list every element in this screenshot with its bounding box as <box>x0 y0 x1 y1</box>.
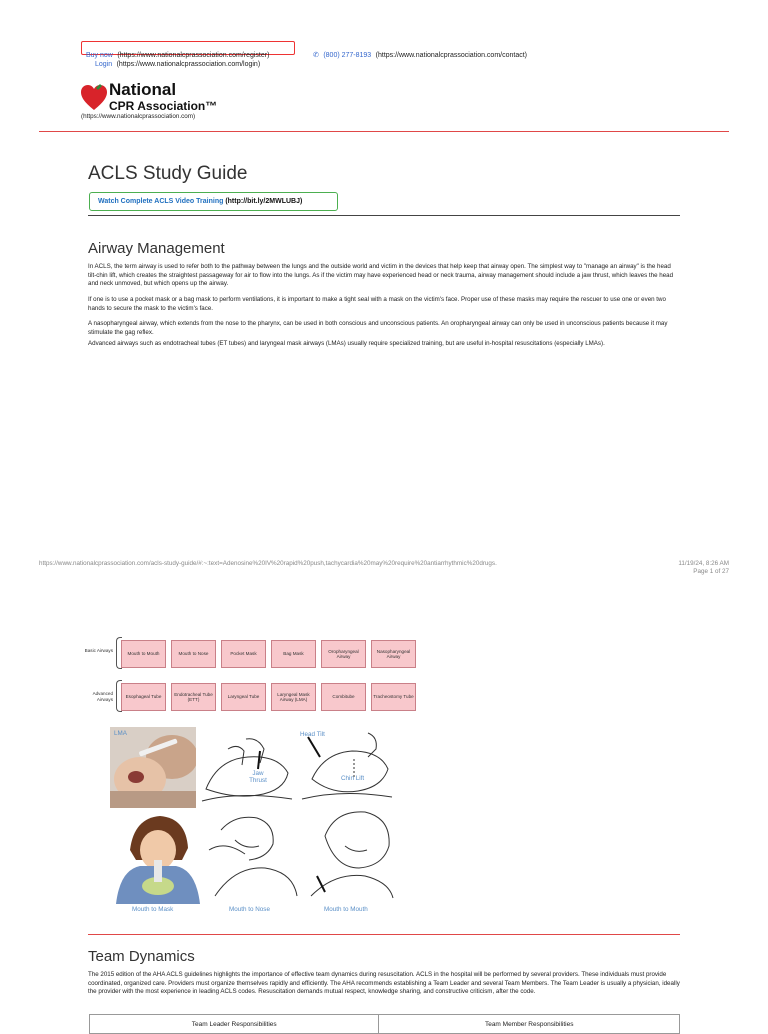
login-url: (https://www.nationalcprassociation.com/login) <box>116 61 261 68</box>
mouth-to-mask-illustration <box>110 810 204 904</box>
airway-box: Pocket Mask <box>221 640 266 668</box>
mouth-to-nose-caption: Mouth to Nose <box>229 906 270 913</box>
phone-icon: ✆ <box>313 52 319 59</box>
airway-heading: Airway Management <box>88 240 225 257</box>
chin-lift-caption: Chin Lift <box>341 775 365 782</box>
print-footer-url: https://www.nationalcprassociation.com/acls-study-guide/#:~:text=Adenosine%20IV%20rapid%20push,tachycardia%20may%20require%20antiarrhythmic%20drugs. <box>39 560 497 567</box>
airway-paragraph-3: A nasopharyngeal airway, which extends from the nose to the pharynx, can be used in both conscious and unconscious patients. An oropharyngeal airway can only be used in unconscious patients because it may stimulate the gag reflex. <box>88 320 668 336</box>
airway-box: Mouth to Mouth <box>121 640 166 668</box>
mouth-to-nose-illustration <box>205 810 301 904</box>
mouth-to-mouth-caption: Mouth to Mouth <box>324 906 368 913</box>
airway-box: Combitube <box>321 683 366 711</box>
head-tilt-caption: Head Tilt <box>300 731 325 738</box>
print-footer-page: Page 1 of 27 <box>693 568 729 575</box>
phone-link[interactable]: (800) 277-8193 <box>323 52 372 59</box>
buy-now-link[interactable]: Buy now <box>86 52 113 59</box>
video-training-button[interactable] <box>89 192 338 211</box>
header-divider <box>39 131 729 132</box>
print-footer-datetime: 11/19/24, 8:26 AM <box>678 560 729 567</box>
airway-box: Nasopharyngeal Airway <box>371 640 416 668</box>
buy-now-url: (https://www.nationalcprassociation.com/register) <box>117 52 270 59</box>
head-tilt-chin-lift-illustration <box>298 729 396 805</box>
advanced-airways-label: Advanced Airways <box>92 691 113 702</box>
team-responsibilities-table <box>89 1014 680 1034</box>
mouth-to-mouth-illustration <box>305 806 397 904</box>
section-divider <box>88 934 680 935</box>
phone-row <box>313 44 527 62</box>
team-leader-column-header: Team Leader Responsibilities <box>90 1015 379 1034</box>
airway-paragraph-1: In ACLS, the term airway is used to refer both to the pathway between the lungs and the outside world and victim in the devices that help keep that airway open. The simplest way to "manage an airway" is the head tilt-chin lift, which creates the straightest passageway for air to flow into the lungs. As if the victim may have experienced head or neck trauma, airway management should include a jaw thrust, which leaves the head and neck unmoved, but which opens up the airway. <box>88 263 674 288</box>
basic-airways-label: Basic Airways <box>84 648 113 653</box>
page-title: ACLS Study Guide <box>88 163 248 184</box>
mouth-to-mask-caption: Mouth to Mask <box>132 906 174 913</box>
video-training-label: Watch Complete ACLS Video Training <box>98 198 224 205</box>
team-paragraph-1: The 2015 edition of the AHA ACLS guidelines highlights the importance of effective team dynamics during resuscitation. ACLS in the hospital will be performed by several providers. These individuals must provide coordinated, organized care. Providers must organize themselves rapidly and efficiently. The AHA recommends establishing a Team Leader and several Team Members. The Team Leader is usually a physician, ideally the provider with the most experience in leading ACLS codes. Resuscitation demands mutual respect, knowledge sharing, and constructive criticism, after the code. <box>88 971 680 996</box>
airway-box: Oropharyngeal Airway <box>321 640 366 668</box>
login-link[interactable]: Login <box>95 61 113 68</box>
airway-box: Laryngeal Tube <box>221 683 266 711</box>
airway-box: Endotracheal Tube (ETT) <box>171 683 216 711</box>
airway-paragraph-2: If one is to use a pocket mask or a bag mask to perform ventilations, it is important to make a tight seal with a mask on the victim's face. Proper use of these masks may require the rescuer to use one or even two hands to secure the mask to the victim's face. <box>88 296 666 312</box>
login-row <box>95 53 260 71</box>
airway-paragraph-4: Advanced airways such as endotracheal tubes (ET tubes) and laryngeal mask airways (LMAs) usually require specialized training, but are useful in-hospital resuscitations (especially LMAs). <box>88 340 605 347</box>
lma-illustration <box>110 727 196 808</box>
video-training-url: (http://bit.ly/2MWLUBJ) <box>225 198 303 205</box>
logo-name-line2[interactable]: CPR Association™ <box>109 99 218 113</box>
airway-box: Mouth to Nose <box>171 640 216 668</box>
airway-box: Tracheostomy Tube <box>371 683 416 711</box>
logo-url: (https://www.nationalcprassociation.com) <box>81 113 196 120</box>
phone-url: (https://www.nationalcprassociation.com/contact) <box>375 52 528 59</box>
team-member-column-header: Team Member Responsibilities <box>379 1015 680 1034</box>
airway-box: Bag Mask <box>271 640 316 668</box>
jaw-thrust-caption: Jaw Thrust <box>249 770 267 784</box>
airway-box: Esophageal Tube <box>121 683 166 711</box>
jaw-thrust-illustration <box>198 729 296 809</box>
heart-logo-icon[interactable] <box>80 84 108 112</box>
team-heading: Team Dynamics <box>88 948 195 965</box>
lma-caption: LMA <box>114 730 127 737</box>
logo-name-line1[interactable]: National <box>109 80 177 99</box>
table-header-row <box>90 1015 680 1034</box>
title-divider <box>88 215 680 216</box>
airway-box: Laryngeal Mask Airway (LMA) <box>271 683 316 711</box>
